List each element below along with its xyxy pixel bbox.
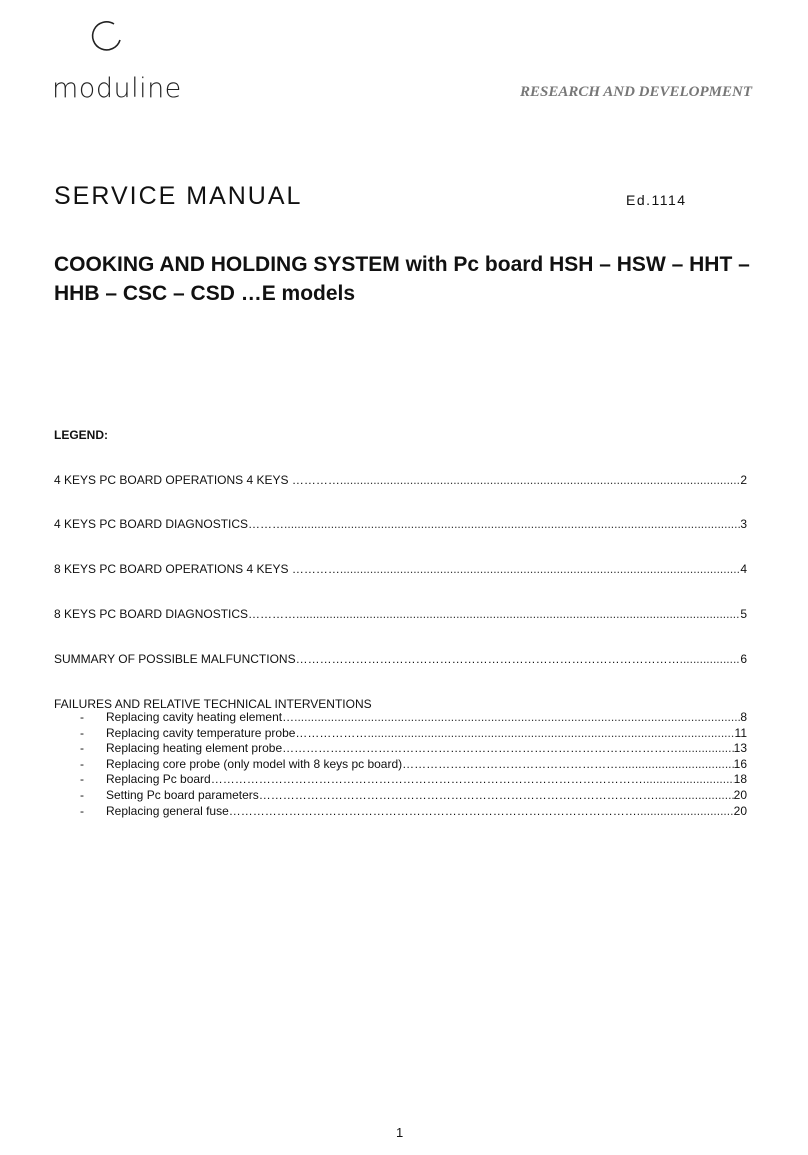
failure-entry-label: Replacing cavity heating element… — [106, 710, 295, 724]
toc-entry-label: SUMMARY OF POSSIBLE MALFUNCTIONS…………………………………………………………………………………… — [54, 652, 680, 666]
list-dash: - — [80, 741, 84, 756]
failure-entry[interactable] — [80, 726, 747, 742]
toc-leader-dots — [655, 788, 734, 804]
toc-leader-dots — [678, 741, 734, 757]
failure-entry-page: 8 — [740, 710, 747, 724]
failure-entry[interactable] — [80, 741, 747, 757]
toc-entry-page: 5 — [740, 607, 747, 621]
toc-entry[interactable] — [54, 516, 747, 532]
failure-entry-label: Replacing general fuse………………………………………………………………………………………… — [106, 803, 637, 818]
toc-leader-dots — [340, 472, 740, 488]
page-number: 1 — [396, 1125, 404, 1140]
document-subject: COOKING AND HOLDING SYSTEM with Pc board HSH – HSW – HHT – HHB – CSC – CSD …E models — [54, 253, 750, 305]
failure-entry[interactable] — [80, 788, 747, 804]
failure-entry-label: Replacing heating element probe……………………………………………………………………………………… — [106, 741, 679, 756]
toc-leader-dots — [618, 757, 733, 773]
failure-entry-label: Setting Pc board parameters……………………………………………………………………………………… — [106, 787, 655, 802]
list-dash: - — [80, 772, 84, 787]
failures-heading: FAILURES AND RELATIVE TECHNICAL INTERVENTIONS — [54, 697, 372, 711]
failure-entry[interactable] — [80, 710, 747, 726]
toc-entry-page: 4 — [740, 562, 747, 576]
list-dash: - — [80, 787, 84, 802]
toc-entry[interactable] — [54, 472, 747, 488]
failure-entry-label: Replacing core probe (only model with 8 keys pc board)……………………………………………… — [106, 756, 619, 771]
toc-leader-dots — [637, 804, 734, 820]
list-dash: - — [80, 710, 84, 724]
toc-entry[interactable] — [54, 651, 747, 667]
toc-leader-dots — [367, 726, 734, 742]
logo-ring-icon — [90, 18, 126, 58]
logo-wordmark: moduline — [52, 73, 182, 104]
toc-entry-label: 4 KEYS PC BOARD OPERATIONS 4 KEYS ………… — [54, 473, 340, 487]
failure-entry-page: 18 — [733, 772, 747, 787]
toc-entry-page: 3 — [740, 517, 747, 531]
toc-entry-label: 4 KEYS PC BOARD DIAGNOSTICS……… — [54, 517, 285, 531]
failure-entry-page: 16 — [733, 756, 747, 771]
failure-entry[interactable] — [80, 757, 747, 773]
toc-leader-dots — [680, 651, 741, 667]
failure-entry-label: Replacing Pc board……………………………………………………………………………………………… — [106, 772, 643, 787]
list-dash: - — [80, 725, 84, 740]
toc-entry[interactable] — [54, 561, 747, 577]
list-dash: - — [80, 803, 84, 818]
toc-entry-label: 8 KEYS PC BOARD OPERATIONS 4 KEYS ………… — [54, 562, 340, 576]
failure-entry-label: Replacing cavity temperature probe……………… — [106, 725, 368, 740]
legend-heading: LEGEND: — [54, 428, 108, 442]
failures-list — [80, 710, 747, 819]
company-logo — [52, 18, 192, 104]
failure-entry-page: 11 — [734, 725, 747, 740]
toc-leader-dots — [340, 561, 740, 577]
toc-entry-page: 6 — [740, 652, 747, 666]
toc-leader-dots — [284, 516, 740, 532]
edition-label: Ed.1114 — [626, 192, 687, 208]
list-dash: - — [80, 756, 84, 771]
failure-entry-page: 20 — [733, 803, 747, 818]
toc-entry[interactable] — [54, 606, 747, 622]
department-label: RESEARCH AND DEVELOPMENT — [520, 84, 752, 100]
toc-leader-dots — [643, 772, 734, 788]
toc-leader-dots — [296, 606, 740, 622]
failure-entry-page: 20 — [733, 787, 747, 802]
manual-title: SERVICE MANUAL — [54, 182, 303, 210]
failure-entry-page: 13 — [733, 741, 747, 756]
toc-leader-dots — [294, 710, 740, 726]
toc-entry-page: 2 — [740, 473, 747, 487]
failure-entry[interactable] — [80, 804, 747, 820]
failure-entry[interactable] — [80, 772, 747, 788]
toc-entry-label: 8 KEYS PC BOARD DIAGNOSTICS………… — [54, 607, 297, 621]
